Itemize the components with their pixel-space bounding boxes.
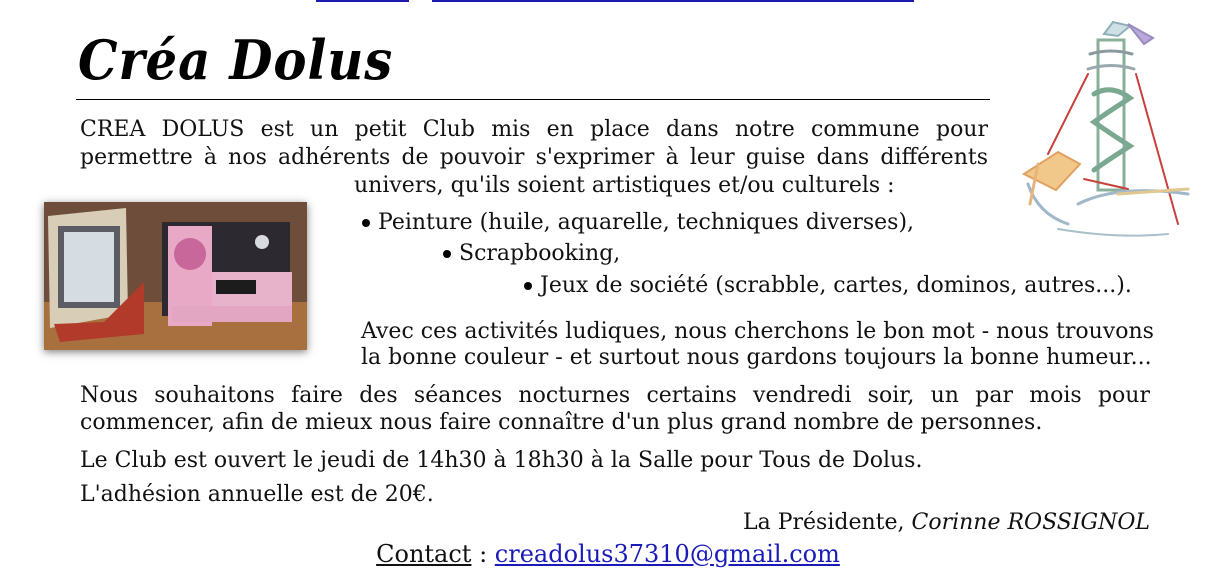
activity-item-games [524, 272, 1132, 300]
activity-item-painting [362, 209, 914, 237]
cards-photo [44, 202, 307, 350]
ludic-line-1: Avec ces activités ludiques, nous cherchons le bon mot - nous trouvons [361, 319, 1154, 344]
bullet-icon [443, 250, 451, 258]
signature-name: Corinne ROSSIGNOL [911, 510, 1150, 535]
cards-photo-drawing [44, 202, 307, 350]
activity-label: Jeux de société (scrabble, cartes, dominos, autres...). [540, 273, 1132, 298]
opening-hours: Le Club est ouvert le jeudi de 14h30 à 18h30 à la Salle pour Tous de Dolus. [80, 448, 923, 473]
contact-label: Contact [376, 540, 472, 568]
contact-email-link[interactable]: creadolus37310@gmail.com [494, 540, 840, 568]
top-link-underline-left[interactable] [316, 0, 409, 2]
title-divider [76, 99, 990, 100]
contact-line [0, 540, 1216, 568]
intro-line-3: univers, qu'ils soient artistiques et/ou culturels : [354, 173, 895, 198]
activity-item-scrapbooking [443, 240, 620, 268]
signature-role: La Présidente, [742, 510, 905, 535]
top-link-underline-right[interactable] [432, 0, 914, 2]
intro-line-2: permettre à nos adhérents de pouvoir s'exprimer à leur guise dans différents [80, 145, 988, 170]
membership-fee: L'adhésion annuelle est de 20€. [80, 482, 434, 507]
intro-line-1: CREA DOLUS est un petit Club mis en place dans notre commune pour [80, 117, 988, 142]
signature [743, 509, 1150, 537]
contact-separator: : [471, 540, 495, 568]
tower-illustration [1018, 14, 1198, 246]
activity-label: Scrapbooking, [459, 241, 621, 266]
nocturne-line-1: Nous souhaitons faire des séances nocturnes certains vendredi soir, un par mois pour [80, 383, 1150, 408]
page-title: Créa Dolus [78, 28, 394, 92]
bullet-icon [362, 219, 370, 227]
activity-label: Peinture (huile, aquarelle, techniques diverses), [378, 210, 915, 235]
nocturne-line-2: commencer, afin de mieux nous faire connaître d'un plus grand nombre de personnes. [80, 410, 1043, 435]
ludic-line-2: la bonne couleur - et surtout nous gardons toujours la bonne humeur... [361, 345, 1152, 370]
bullet-icon [524, 282, 532, 290]
